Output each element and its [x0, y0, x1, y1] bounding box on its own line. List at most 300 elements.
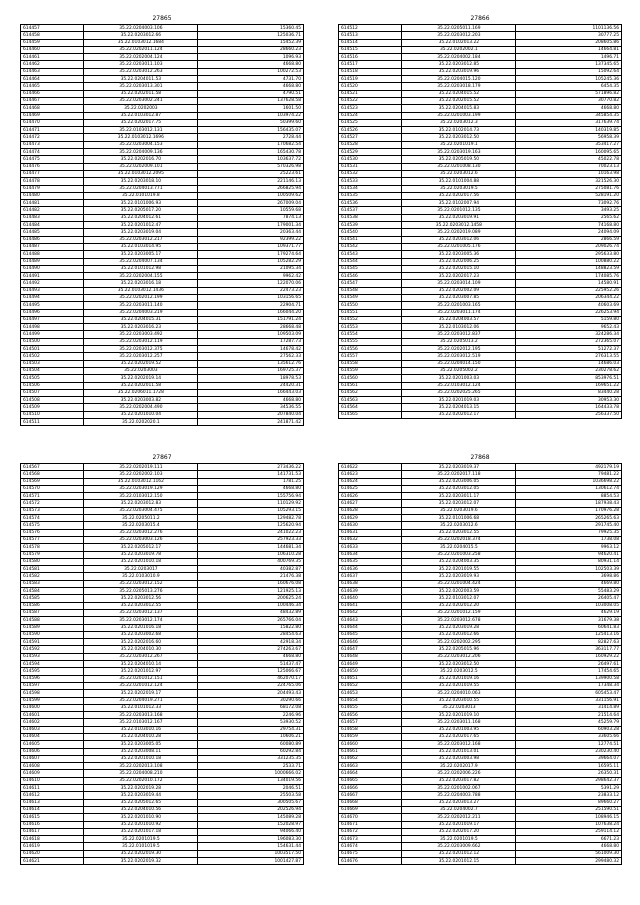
code-cell: 35.22.0203011.140 [84, 302, 198, 309]
row-id-cell: 614629 [339, 515, 402, 522]
row-id-cell: 614552 [339, 316, 402, 323]
table-row [339, 515, 622, 522]
code-cell: 35.22.0201010.18 [84, 755, 198, 762]
code-cell: 35.22.0203012.06 [402, 236, 516, 243]
amount-cell: 21514.64 [516, 712, 622, 719]
table-row [339, 68, 622, 75]
code-cell: 35.22.0204003.57 [402, 316, 516, 323]
amount-cell: 28454.63 [198, 631, 304, 638]
code-cell: 35.22.0205013.2 [402, 338, 516, 345]
amount-cell: 4629.19 [516, 609, 622, 616]
table-row [21, 294, 304, 301]
row-id-cell: 614555 [339, 338, 402, 345]
code-cell: 35.22.0201012.12 [402, 850, 516, 857]
amount-cell: 2565.62 [516, 214, 622, 221]
table-row [339, 119, 622, 126]
page-panel-top-right [338, 14, 622, 419]
table-row [339, 675, 622, 682]
table-row [21, 105, 304, 112]
row-id-cell: 614516 [339, 54, 402, 61]
amount-cell: 174085.76 [516, 273, 622, 280]
row-id-cell: 614625 [339, 485, 402, 492]
code-cell: 35.22.0202003 [84, 105, 198, 112]
row-id-cell: 614651 [339, 675, 402, 682]
code-cell: 35.22.0201012.135 [402, 207, 516, 214]
row-id-cell: 614583 [21, 580, 84, 587]
amount-cell: 1000666.02 [198, 770, 304, 777]
amount-cell: 4668.80 [198, 397, 304, 404]
table-row [21, 251, 304, 258]
table-row [21, 265, 304, 272]
row-id-cell: 614534 [339, 185, 402, 192]
amount-cell: 353417.27 [516, 141, 622, 148]
data-table [338, 24, 622, 419]
code-cell: 35.22.0204003.219 [84, 309, 198, 316]
row-id-cell: 614539 [339, 222, 402, 229]
code-cell: 35.22.0203012.152 [84, 580, 198, 587]
code-cell: 35.22.0202011.58 [84, 90, 198, 97]
amount-cell: 135612.76 [198, 360, 304, 367]
row-id-cell: 614669 [339, 806, 402, 813]
table-row [21, 61, 304, 68]
row-id-cell: 614572 [21, 500, 84, 507]
amount-cell: 259114.12 [516, 828, 622, 835]
amount-cell: 266825.94 [198, 185, 304, 192]
code-cell: 35.22.0203011.168 [402, 719, 516, 726]
amount-cell: 51437.47 [198, 661, 304, 668]
row-id-cell: 614507 [21, 389, 84, 396]
code-cell: 35.22.0201012.124 [84, 682, 198, 689]
amount-cell: 4668.80 [198, 83, 304, 90]
row-id-cell: 614618 [21, 836, 84, 843]
row-id-cell: 614519 [339, 76, 402, 83]
table-row [339, 544, 622, 551]
amount-cell: 156435.07 [198, 127, 304, 134]
amount-cell: 105293.15 [198, 507, 304, 514]
row-id-cell: 614503 [21, 360, 84, 367]
row-id-cell: 614556 [339, 346, 402, 353]
row-id-cell: 614608 [21, 763, 84, 770]
table-row [339, 360, 622, 367]
table-row [339, 741, 622, 748]
amount-cell: 265766.04 [198, 617, 304, 624]
amount-cell: 6454.35 [516, 83, 622, 90]
table-row [21, 302, 304, 309]
code-cell: 35.22.0203019.5 [402, 185, 516, 192]
code-cell: 35.22.0201019.03 [402, 397, 516, 404]
table-row [339, 112, 622, 119]
row-id-cell: 614527 [339, 134, 402, 141]
row-id-cell: 614593 [21, 653, 84, 660]
table-row [339, 697, 622, 704]
code-cell: 35.22.0201016.18 [84, 624, 198, 631]
table-row [21, 324, 304, 331]
table-row [21, 273, 304, 280]
amount-cell: 79481.22 [516, 471, 622, 478]
row-id-cell: 614521 [339, 90, 402, 97]
amount-cell: 2728.44 [198, 134, 304, 141]
table-row [339, 558, 622, 565]
row-id-cell: 614517 [339, 61, 402, 68]
code-cell: 35.22.0202012.195 [402, 346, 516, 353]
code-cell: 35.22.0201019.10 [402, 712, 516, 719]
code-cell: 35.22.0201003.03 [402, 375, 516, 382]
row-id-cell: 614636 [339, 566, 402, 573]
code-cell: 35.22.0203011.174 [402, 309, 516, 316]
row-id-cell: 614573 [21, 507, 84, 514]
table-row [339, 76, 622, 83]
panel-title: 27865 [152, 15, 172, 22]
row-id-cell: 614612 [21, 792, 84, 799]
amount-cell: 45022.78 [516, 156, 622, 163]
row-id-cell: 614476 [21, 163, 84, 170]
code-cell: 35.22.0204015.5 [402, 544, 516, 551]
row-id-cell: 614559 [339, 367, 402, 374]
row-id-cell: 614604 [21, 733, 84, 740]
row-id-cell: 614617 [21, 828, 84, 835]
amount-cell: 25223.61 [198, 170, 304, 177]
amount-cell: 130612.74 [516, 485, 622, 492]
amount-cell: 50399.60 [198, 119, 304, 126]
table-row [21, 76, 304, 83]
table-row [21, 653, 304, 660]
amount-cell: 139900.58 [516, 675, 622, 682]
table-row [339, 493, 622, 500]
code-cell: 35.22.0203012.174 [84, 617, 198, 624]
row-id-cell: 614645 [339, 631, 402, 638]
code-cell: 35.22.0205017.20 [84, 207, 198, 214]
amount-cell: 3493.25 [516, 207, 622, 214]
amount-cell: 30777.25 [516, 32, 622, 39]
amount-cell: 15360.45 [198, 25, 304, 32]
row-id-cell: 614654 [339, 697, 402, 704]
row-id-cell: 614537 [339, 207, 402, 214]
code-cell: 35.22.0103012.1696 [84, 134, 198, 141]
amount-cell: 105245.36 [516, 76, 622, 83]
row-id-cell: 614562 [339, 389, 402, 396]
table-row [339, 836, 622, 843]
table-row [21, 207, 304, 214]
table-row [21, 141, 304, 148]
amount-cell: 151791.24 [198, 316, 304, 323]
row-id-cell: 614670 [339, 814, 402, 821]
table-row [21, 682, 304, 689]
table-row [339, 389, 622, 396]
table-row [339, 302, 622, 309]
code-cell: 35.22.0205019.50 [402, 156, 516, 163]
row-id-cell: 614549 [339, 294, 402, 301]
row-id-cell: 614528 [339, 141, 402, 148]
table-row [339, 799, 622, 806]
table-row [21, 748, 304, 755]
amount-cell: 121925.13 [198, 588, 304, 595]
code-cell: 35.22.0203007.85 [402, 294, 516, 301]
table-row [339, 646, 622, 653]
amount-cell: 2866.59 [516, 236, 622, 243]
code-cell: 35.22.0201019.17 [402, 821, 516, 828]
code-cell: 35.22.0201012.97 [84, 668, 198, 675]
code-cell: 35.22.0201008.130 [402, 163, 516, 170]
amount-cell: 226253.94 [516, 309, 622, 316]
table-row [21, 814, 304, 821]
amount-cell: 129482.78 [198, 515, 304, 522]
amount-cell: 27562.33 [198, 353, 304, 360]
row-id-cell: 614664 [339, 770, 402, 777]
page-panel-top-left [20, 14, 304, 426]
row-id-cell: 614460 [21, 46, 84, 53]
row-id-cell: 614635 [339, 558, 402, 565]
code-cell: 35.22.0204002.184 [402, 54, 516, 61]
code-cell: 35.22.0203019.163 [402, 149, 516, 156]
code-cell: 35.22.0202012.20 [402, 602, 516, 609]
amount-cell: 331235.35 [198, 755, 304, 762]
table-row [21, 331, 304, 338]
row-id-cell: 614613 [21, 799, 84, 806]
row-id-cell: 614535 [339, 192, 402, 199]
code-cell: 35.22.0203019.91 [402, 214, 516, 221]
code-cell: 35.22.0202017.23 [402, 273, 516, 280]
row-id-cell: 614485 [21, 229, 84, 236]
table-row [21, 478, 304, 485]
code-cell: 35.22.0103012.87 [84, 112, 198, 119]
row-id-cell: 614554 [339, 331, 402, 338]
code-cell: 35.22.0201003.95 [402, 726, 516, 733]
table-row [339, 214, 622, 221]
row-id-cell: 614461 [21, 54, 84, 61]
code-cell: 35.22.0202004.490 [84, 404, 198, 411]
code-cell: 35.22.0202006.25 [402, 258, 516, 265]
amount-cell: 295633.80 [516, 251, 622, 258]
row-id-cell: 614662 [339, 755, 402, 762]
amount-cell: 2246.96 [198, 712, 304, 719]
table-row [21, 236, 304, 243]
table-row [339, 828, 622, 835]
code-cell: 35.22.0204003.35 [402, 558, 516, 565]
row-id-cell: 614589 [21, 624, 84, 631]
amount-cell: 79925.35 [516, 529, 622, 536]
table-row [339, 141, 622, 148]
amount-cell: 48432.89 [198, 609, 304, 616]
code-cell: 35.22.0103012.06 [402, 324, 516, 331]
row-id-cell: 614579 [21, 551, 84, 558]
code-cell: 35.22.0202013.108 [84, 763, 198, 770]
row-id-cell: 614510 [21, 411, 84, 418]
table-row [21, 668, 304, 675]
code-cell: 35.22.0203012.50 [402, 134, 516, 141]
code-cell: 35.22.0203002.241 [84, 97, 198, 104]
table-row [21, 843, 304, 850]
row-id-cell: 614587 [21, 609, 84, 616]
amount-cell: 170682.54 [198, 141, 304, 148]
code-cell: 35.22.0203004.153 [84, 141, 198, 148]
table-row [339, 821, 622, 828]
table-row [339, 39, 622, 46]
row-id-cell: 614488 [21, 251, 84, 258]
amount-cell: 206344.22 [516, 294, 622, 301]
table-row [339, 404, 622, 411]
code-cell: 35.22.0203012.66 [84, 32, 198, 39]
code-cell: 35.22.0202009.101 [84, 163, 198, 170]
code-cell: 35.22.0202019.14 [84, 375, 198, 382]
code-cell: 35.22.0204015.31 [84, 316, 198, 323]
table-row [21, 515, 304, 522]
row-id-cell: 614524 [339, 112, 402, 119]
table-row [21, 346, 304, 353]
code-cell: 35.22.0204015.52 [402, 90, 516, 97]
table-row [339, 331, 622, 338]
amount-cell: 152028.97 [198, 821, 304, 828]
code-cell: 35.22.0203012.1458 [402, 222, 516, 229]
code-cell: 35.22.0203003.82 [84, 397, 198, 404]
table-row [21, 419, 304, 426]
amount-cell: 4668.80 [198, 653, 304, 660]
row-id-cell: 614532 [339, 170, 402, 177]
amount-cell: 300505.67 [198, 799, 304, 806]
row-id-cell: 614605 [21, 741, 84, 748]
amount-cell: 299480.32 [516, 858, 622, 865]
code-cell: 35.22.0202012.199 [84, 294, 198, 301]
table-row [339, 682, 622, 689]
row-id-cell: 614525 [339, 119, 402, 126]
table-row [339, 338, 622, 345]
row-id-cell: 614497 [21, 316, 84, 323]
table-row [21, 573, 304, 580]
row-id-cell: 614564 [339, 404, 402, 411]
amount-cell: 165430.78 [198, 149, 304, 156]
amount-cell: 17454.65 [516, 668, 622, 675]
code-cell: 35.22.0202018.374 [402, 536, 516, 543]
amount-cell: 166443.03 [198, 389, 304, 396]
row-id-cell: 614641 [339, 602, 402, 609]
row-id-cell: 614494 [21, 294, 84, 301]
code-cell: 35.22.0201019.16 [402, 675, 516, 682]
row-id-cell: 614665 [339, 777, 402, 784]
table-row [21, 558, 304, 565]
row-id-cell: 614610 [21, 777, 84, 784]
code-cell: 35.22.0203019.129 [84, 485, 198, 492]
row-id-cell: 614656 [339, 712, 402, 719]
row-id-cell: 614506 [21, 382, 84, 389]
amount-cell: 4668.80 [198, 485, 304, 492]
table-row [21, 338, 304, 345]
code-cell: 35.22.0205011.2 [84, 515, 198, 522]
table-row [339, 134, 622, 141]
row-id-cell: 614571 [21, 493, 84, 500]
code-cell: 35.22.0202017.75 [84, 119, 198, 126]
table-row [339, 149, 622, 156]
amount-cell: 12774.51 [516, 741, 622, 748]
table-row [21, 353, 304, 360]
row-id-cell: 614499 [21, 331, 84, 338]
code-cell: 35.22.0203016.18 [84, 280, 198, 287]
amount-cell: 102503.39 [516, 566, 622, 573]
row-id-cell: 614650 [339, 668, 402, 675]
row-id-cell: 614563 [339, 397, 402, 404]
row-id-cell: 614484 [21, 222, 84, 229]
row-id-cell: 614518 [339, 68, 402, 75]
code-cell: 35.22.0204008.210 [84, 770, 198, 777]
amount-cell: 26497.61 [516, 661, 622, 668]
row-id-cell: 614500 [21, 338, 84, 345]
data-table [20, 463, 304, 865]
amount-cell: 4668.80 [198, 61, 304, 68]
row-id-cell: 614623 [339, 471, 402, 478]
table-row [339, 258, 622, 265]
table-row [339, 850, 622, 857]
row-id-cell: 614557 [339, 353, 402, 360]
table-row [339, 61, 622, 68]
code-cell: 35.22.0101006.68 [402, 515, 516, 522]
table-row [339, 777, 622, 784]
table-row [21, 464, 304, 471]
code-cell: 35.22.0203003.98 [402, 755, 516, 762]
row-id-cell: 614661 [339, 748, 402, 755]
code-cell: 35.22.0203012.05 [402, 485, 516, 492]
amount-cell: 1096.93 [198, 54, 304, 61]
code-cell: 35.22.0203018.179 [402, 83, 516, 90]
code-cell: 35.22.0202019.17 [84, 690, 198, 697]
code-cell: 35.22.0204019.271 [84, 697, 198, 704]
amount-cell: 34536.55 [198, 404, 304, 411]
amount-cell: 14664.81 [516, 46, 622, 53]
table-row [339, 170, 622, 177]
code-cell: 35.22.0204010.14 [84, 661, 198, 668]
table-row [21, 375, 304, 382]
row-id-cell: 614550 [339, 302, 402, 309]
row-id-cell: 614652 [339, 682, 402, 689]
row-id-cell: 614592 [21, 646, 84, 653]
row-id-cell: 614489 [21, 258, 84, 265]
row-id-cell: 614582 [21, 573, 84, 580]
row-id-cell: 614512 [339, 25, 402, 32]
table-row [339, 719, 622, 726]
data-table [338, 463, 622, 865]
amount-cell: 145089.28 [198, 814, 304, 821]
row-id-cell: 614647 [339, 646, 402, 653]
code-cell: 35.22.0203018.10 [84, 178, 198, 185]
amount-cell: 3698.86 [516, 573, 622, 580]
amount-cell: 10163.98 [516, 170, 622, 177]
code-cell: 35.22.0202020.1 [84, 419, 198, 426]
code-cell: 35.22.0202002.09 [402, 287, 516, 294]
row-id-cell: 614465 [21, 83, 84, 90]
row-id-cell: 614580 [21, 558, 84, 565]
row-id-cell: 614515 [339, 46, 402, 53]
table-row [21, 792, 304, 799]
amount-cell: 122070.06 [198, 280, 304, 287]
code-cell: 35.22.0103012.150 [84, 493, 198, 500]
code-cell: 35.22.0201012.151 [84, 675, 198, 682]
row-id-cell: 614462 [21, 61, 84, 68]
code-cell: 35.22.0202015.52 [402, 97, 516, 104]
table-row [339, 507, 622, 514]
row-id-cell: 614471 [21, 127, 84, 134]
code-cell: 35.22.0203012.6 [402, 170, 516, 177]
table-row [339, 54, 622, 61]
amount-cell: 20363.44 [198, 229, 304, 236]
amount-cell: 80931.14 [516, 558, 622, 565]
code-cell: 35.22.0203019.6 [402, 507, 516, 514]
row-id-cell: 614480 [21, 192, 84, 199]
code-cell: 35.22.0202002.103 [84, 471, 198, 478]
table-row [339, 712, 622, 719]
table-row [339, 602, 622, 609]
row-id-cell: 614533 [339, 178, 402, 185]
code-cell: 35.22.0103012.2095 [84, 170, 198, 177]
amount-cell: 4668.80 [516, 105, 622, 112]
amount-cell: 160095.65 [516, 149, 622, 156]
amount-cell: 363117.77 [516, 646, 622, 653]
